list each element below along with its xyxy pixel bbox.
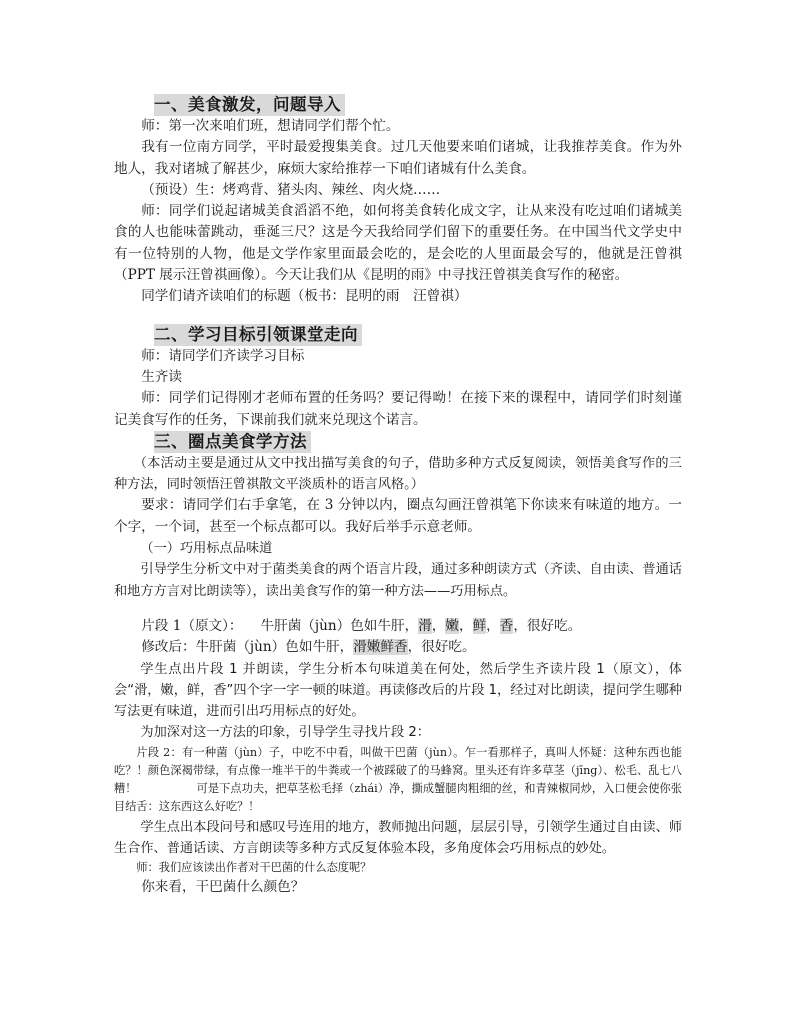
paragraph: 学生点出本段问号和感叹号连用的地方，教师抛出问题，层层引导，引领学生通过自由读、师生合作、普通话读、方言朗读等多种方式反复体验本段，多角度体会巧用标点的妙处。 [114, 819, 682, 856]
section-3-heading: 三、圈点美食学方法 [154, 431, 311, 453]
paragraph: 同学们请齐读咱们的标题（板书：昆明的雨 汪曾祺） [141, 288, 468, 305]
paragraph: 师：同学们说起诸城美食滔滔不绝，如何将美食转化成文字，让从来没有吃过咱们诸城美食的人也能味蕾跳动，垂涎三尺？这是今天我给同学们留下的重要任务。在中国当代文学史中有一位特别的人物，他是文学作家里面最会吃的，是会吃的人里面最会写的，他就是汪曾祺（PPT 展示汪曾祺画像）。今天让我们从《昆明的雨》中寻找汪曾祺美食写作的秘密。 [114, 203, 682, 284]
paragraph: 要求：请同学们右手拿笔，在 3 分钟以内，圈点勾画汪曾祺笔下你读来有味道的地方。一个字，一个词，甚至一个标点都可以。我好后举手示意老师。 [114, 497, 682, 535]
paragraph: 师：请同学们齐读学习目标 [141, 347, 305, 364]
paragraph: 我有一位南方同学，平时最爱搜集美食。过几天他要来咱们诸城，让我推荐美食。作为外地人，我对诸城了解甚少，麻烦大家给推荐一下咱们诸城有什么美食。 [114, 139, 682, 177]
paragraph: 生齐读 [141, 368, 182, 385]
paragraph: 师：同学们记得刚才老师布置的任务吗？要记得呦！在接下来的课程中，请同学们时刻谨记美食写作的任务，下课前我们就来兑现这个诺言。 [114, 390, 682, 428]
paragraph: 为加深对这一方法的印象，引导学生寻找片段 2： [140, 725, 430, 741]
document-body [114, 94, 682, 899]
fragment-1-modified: 修改后：牛肝菌（jùn）色如牛肝，滑嫩鲜香，很好吃。 [141, 639, 476, 656]
paragraph: 学生点出片段 1 并朗读，学生分析本句味道美在何处，然后学生齐读片段 1（原文），体会“滑，嫩，鲜，香”四个字一字一顿的味道。再读修改后的片段 1，经过对比朗读，提问学生哪种写法更有味道，进而引出巧用标点的好处。 [114, 661, 682, 720]
paragraph: 引导学生分析文中对于菌类美食的两个语言片段，通过多种朗读方式（齐读、自由读、普通话和地方方言对比朗读等），读出美食写作的第一种方法——巧用标点。 [114, 562, 682, 599]
paragraph: （预设）生：烤鸡背、猪头肉、辣丝、肉火烧…… [141, 181, 441, 198]
fragment-2: 片段 2：有一种菌（jùn）子，中吃不中看，叫做干巴菌（jùn）。乍一看那样子，真叫人怀疑：这种东西也能吃？！颜色深褐带绿，有点像一堆半干的牛粪或一个被踩破了的马蜂窝。里头还有许多草茎（jīng）、松毛、乱七八糟！ 可是下点功夫，把草茎松毛择（zhái）净，撕成蟹腿肉粗细的丝，和青辣椒同炒，入口便会使你张目结舌：这东西这么好吃？！ [114, 745, 682, 814]
paragraph: 师：我们应该读出作者对干巴菌的什么态度呢？ [136, 861, 372, 875]
subheading: （一）巧用标点品味道 [140, 541, 273, 557]
section-1-heading: 一、美食激发，问题导入 [154, 94, 345, 116]
paragraph: （本活动主要是通过从文中找出描写美食的句子，借助多种方式反复阅读，领悟美食写作的三种方法，同时领悟汪曾祺散文平淡质朴的语言风格。） [114, 455, 682, 493]
section-2-heading: 二、学习目标引领课堂走向 [154, 324, 362, 346]
fragment-1-original: 片段 1（原文）： 牛肝菌（jùn）色如牛肝，滑，嫩，鲜，香，很好吃。 [141, 617, 582, 634]
paragraph: 师：第一次来咱们班，想请同学们帮个忙。 [141, 118, 400, 134]
paragraph: 你来看，干巴菌什么颜色？ [141, 879, 305, 896]
